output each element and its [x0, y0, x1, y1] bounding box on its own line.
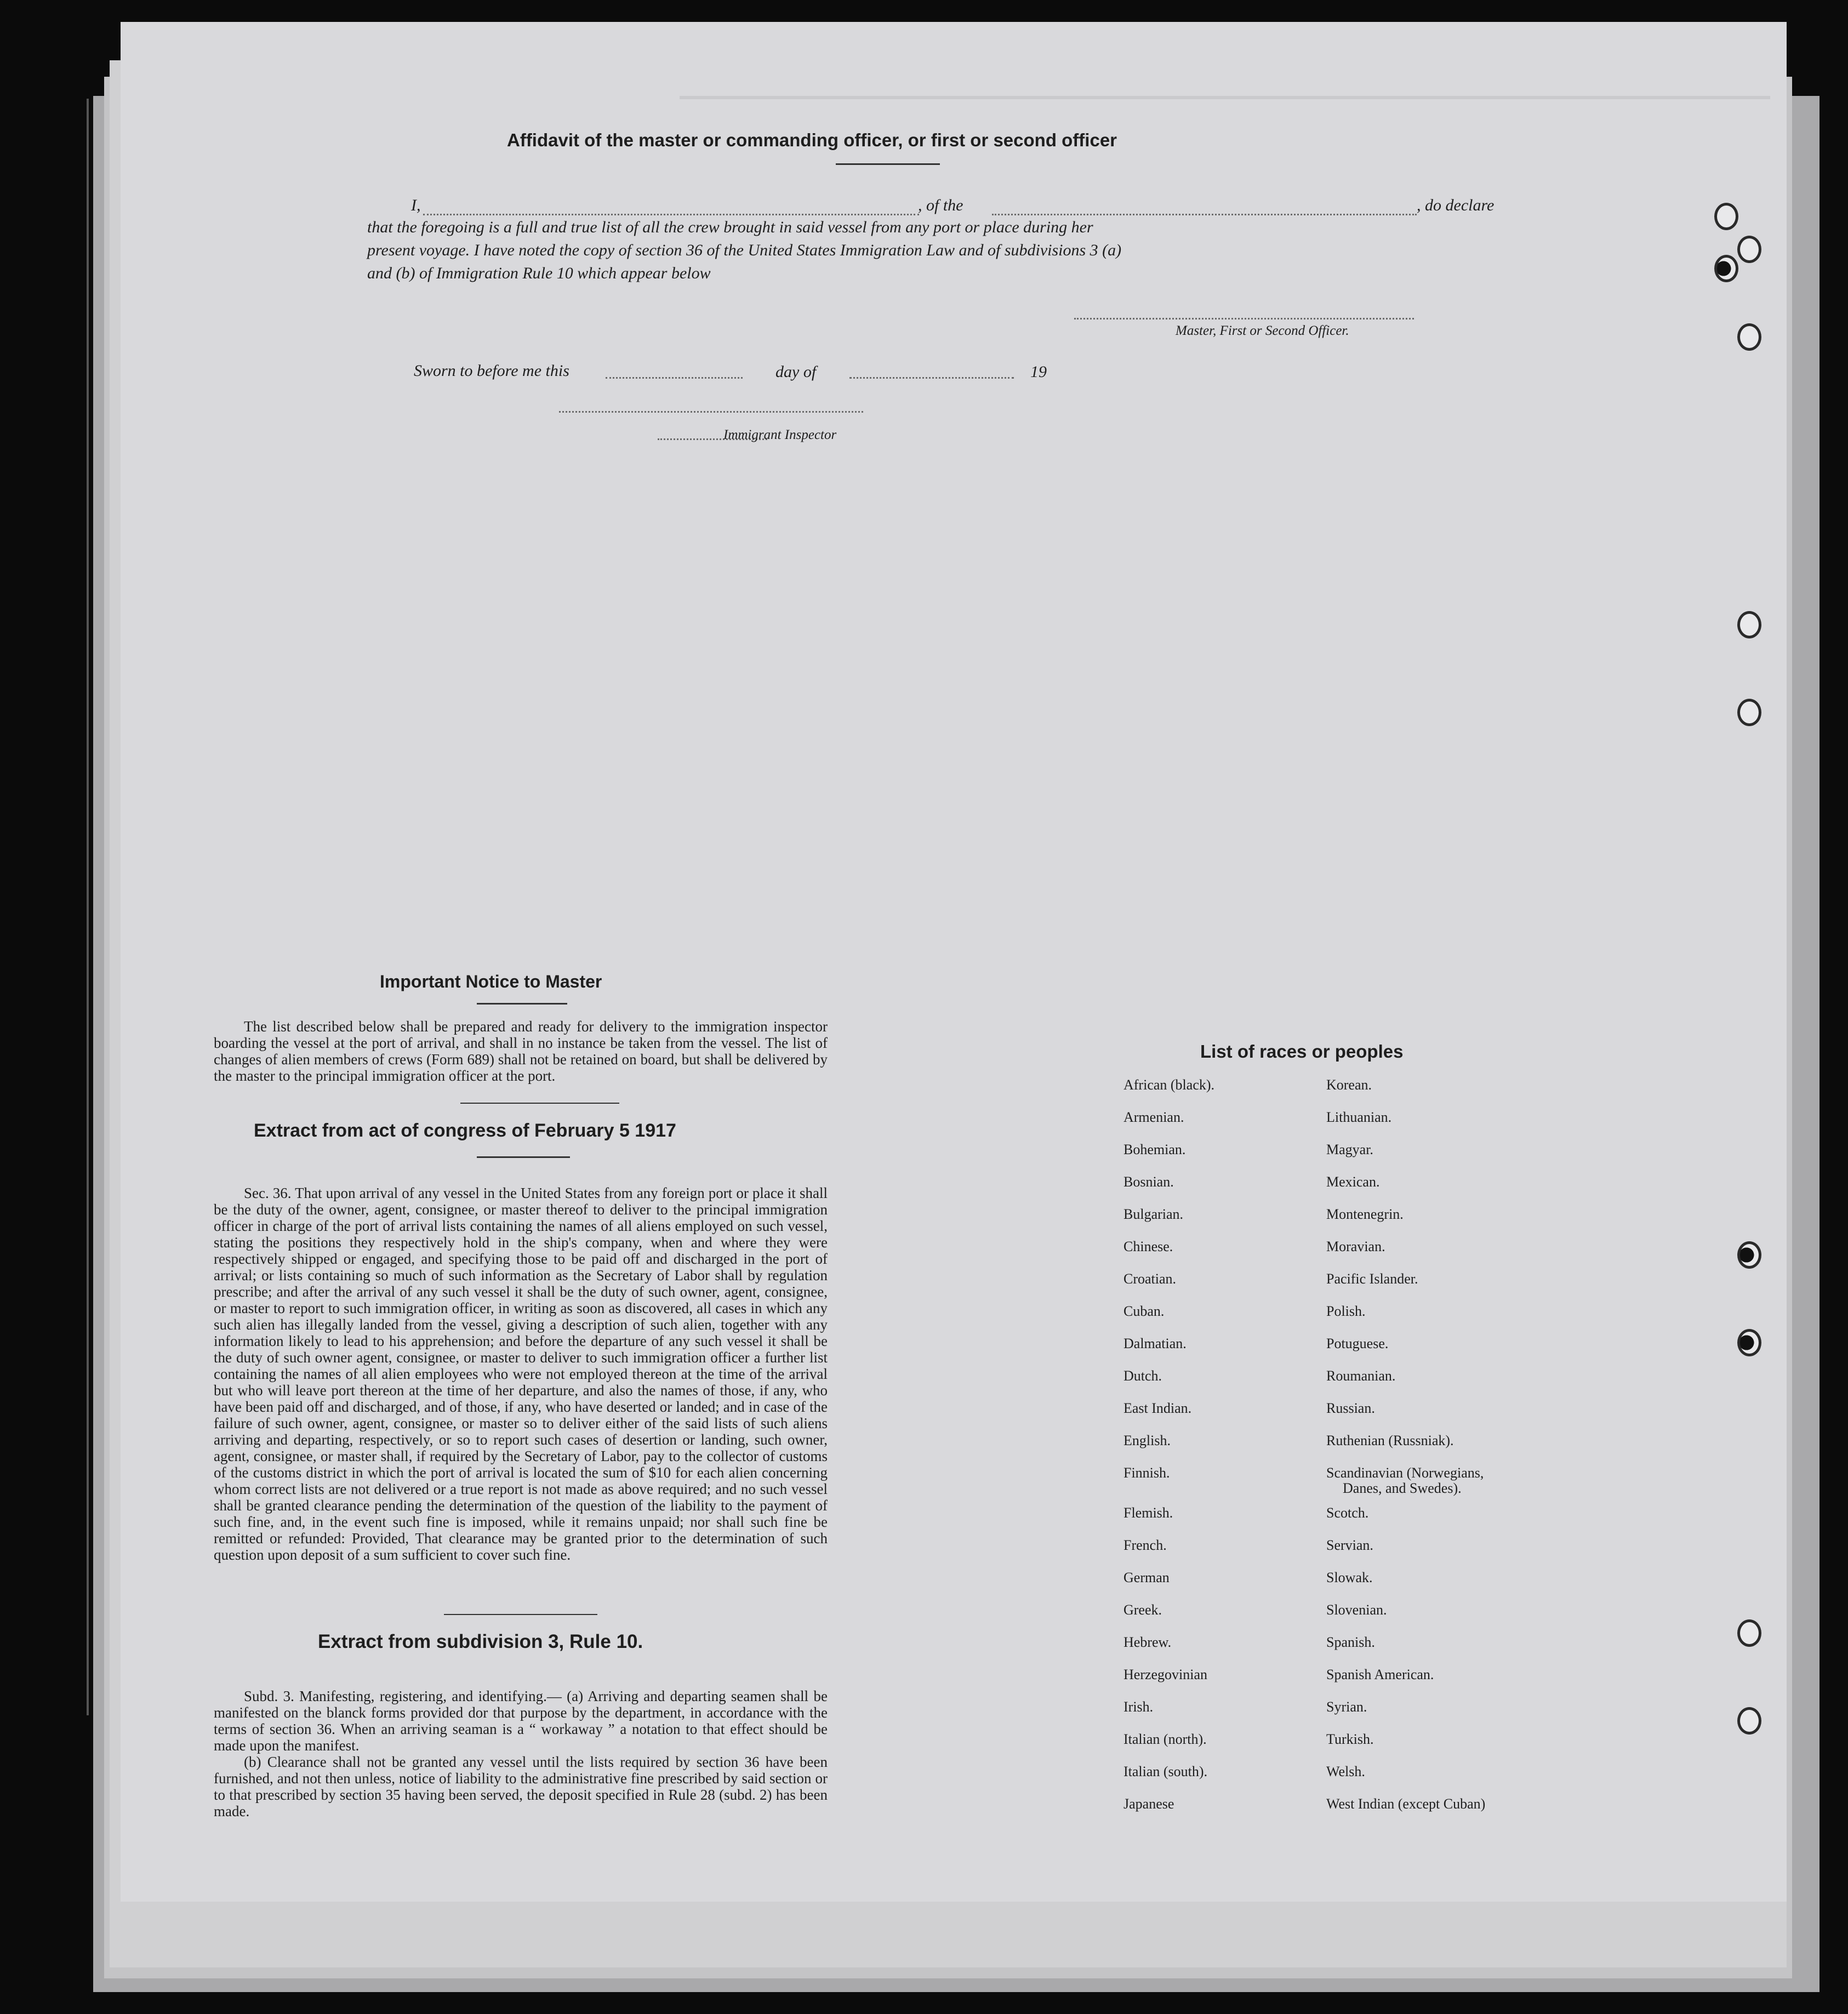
binder-hole: [1714, 255, 1738, 282]
binder-hole: [1737, 1329, 1761, 1356]
race-right-item: Russian.: [1326, 1400, 1375, 1416]
master-signature-caption: Master, First or Second Officer.: [1176, 323, 1349, 338]
race-left-item: Flemish.: [1123, 1505, 1173, 1521]
act-text: [214, 1185, 828, 1563]
act-title: Extract from act of congress of February 5 1917: [254, 1120, 676, 1141]
race-left-item: Dutch.: [1123, 1368, 1162, 1384]
race-left-item: Italian (north).: [1123, 1731, 1207, 1747]
rule-paragraph-b: (b) Clearance shall not be granted any vessel until the lists required by section 36 have been furnished, and not then unless, notice of liability to the administrative fine prescribed by said section or to that prescribed by section 35 having been served, the deposit specified in Rule 28 (subd. 2) has been made.: [214, 1754, 828, 1819]
race-right-item: Spanish American.: [1326, 1667, 1434, 1682]
race-left-item: Bohemian.: [1123, 1142, 1186, 1157]
race-left-item: French.: [1123, 1537, 1167, 1553]
notice-text: [214, 1018, 828, 1084]
race-left-item: Japanese: [1123, 1796, 1174, 1812]
act-paragraph: Sec. 36. That upon arrival of any vessel in the United States from any foreign port or place it shall be the duty of the owner, agent, consignee, or master thereof to deliver to the principal immigration officer in charge of the port of arrival lists containing the names of all aliens employed on such vessel, stating the positions they respectively hold in the ship's company, when and where they were respectively shipped or engaged, and specifying those to be paid off and discharged in the port of arrival; or lists containing so much of such information as the Secretary of Labor shall by regulation prescribe; and after the arrival of any such vessel it shall be the duty of such owner, agent, consignee, or master to report to such immigration officer, in writing as soon as discovered, all cases in which any such alien has illegally landed from the vessel, giving a description of such alien, together with any information likely to lead to his apprehension; and before the departure of any such vessel it shall be the duty of such owner agent, consignee, or master to deliver to such immigration officer a further list containing the names of all alien employees who were not employed thereon at the time of the arrival but who will leave port thereon at the time of her departure, and also the names of those, if any, who have been paid off and discharged, and of those, if any, who have deserted or landed; and in case of the failure of such owner, agent, consignee, or master so to deliver either of the said lists of such aliens arriving and departing, respectively, or so to report such cases of desertion or landing, such owner, agent, consignee, or master shall, if required by the Secretary of Labor, pay to the collector of customs of the customs district in which the port of arrival is located the sum of $10 for each alien concerning whom correct lists are not delivered or a true report is not made as above required; and no such vessel shall be granted clearance pending the determination of the question of the liability to the payment of such fine, and, in the event such fine is imposed, while it remains unpaid; nor shall such fine be remitted or refunded: Provided, That clearance may be granted prior to the determination of such question upon deposit of a sum sufficient to cover such fine.: [214, 1185, 828, 1563]
race-right-item: Slowak.: [1326, 1570, 1373, 1585]
master-signature-line: [1074, 318, 1414, 319]
race-right-item: Pacific Islander.: [1326, 1271, 1418, 1287]
race-left-item: Croatian.: [1123, 1271, 1177, 1287]
affidavit-line-4: and (b) of Immigration Rule 10 which appear below: [367, 264, 711, 282]
race-left-item: Armenian.: [1123, 1109, 1184, 1125]
binder-hole: [1737, 323, 1761, 351]
binder-hole: [1737, 1707, 1761, 1735]
binder-hole: [1737, 236, 1761, 263]
sworn-label: Sworn to before me this: [414, 362, 569, 380]
race-right-item: Mexican.: [1326, 1174, 1380, 1190]
day-of-label: day of: [775, 363, 817, 381]
race-left-item: Cuban.: [1123, 1303, 1165, 1319]
name-line: [423, 214, 919, 215]
races-title: List of races or peoples: [1200, 1041, 1404, 1062]
vessel-line: [992, 214, 1417, 215]
race-right-item: Moravian.: [1326, 1239, 1385, 1254]
affidavit-title: Affidavit of the master or commanding officer, or first or second officer: [507, 130, 1117, 150]
race-right-item: Turkish.: [1326, 1731, 1374, 1747]
affidavit-line-3: present voyage. I have noted the copy of section 36 of the United States Immigration Law and of subdivisions 3 (a): [367, 241, 1122, 259]
race-left-item: Hebrew.: [1123, 1634, 1172, 1650]
race-right-item: Potuguese.: [1326, 1336, 1389, 1351]
race-right-item: Montenegrin.: [1326, 1206, 1404, 1222]
rule-paragraph-a: Subd. 3. Manifesting, registering, and identifying.— (a) Arriving and departing seamen shall be manifested on the blanck forms provided dor that purpose by the department, in accordance with the terms of section 36. When an arriving seaman is a “ workaway ” a notation to that effect should be made upon the manifest.: [214, 1688, 828, 1754]
race-right-item: Polish.: [1326, 1303, 1366, 1319]
race-right-item: Scotch.: [1326, 1505, 1369, 1521]
sworn-day-line: [606, 377, 743, 379]
race-left-item: Greek.: [1123, 1602, 1162, 1618]
race-right-item: Welsh.: [1326, 1764, 1365, 1779]
race-right-item: Ruthenian (Russniak).: [1326, 1433, 1454, 1448]
year-label: 19: [1030, 363, 1047, 381]
race-right-item: Scandinavian (Norwegians,: [1326, 1465, 1484, 1481]
race-right-item: West Indian (except Cuban): [1326, 1796, 1486, 1812]
race-left-item: Chinese.: [1123, 1239, 1173, 1254]
race-left-item: Bosnian.: [1123, 1174, 1174, 1190]
affidavit-of-the: , of the: [918, 196, 963, 214]
bleed-through-header: [680, 96, 1770, 116]
race-right-item: Lithuanian.: [1326, 1109, 1392, 1125]
race-left-item: Finnish.: [1123, 1465, 1170, 1481]
race-left-item: German: [1123, 1570, 1170, 1585]
race-right-item: Korean.: [1326, 1077, 1372, 1093]
affidavit-declare: , do declare: [1417, 196, 1495, 214]
rule-title: Extract from subdivision 3, Rule 10.: [318, 1631, 643, 1652]
race-right-item: Slovenian.: [1326, 1602, 1387, 1618]
inspector-caption: Immigrant Inspector: [723, 427, 837, 442]
sworn-month-line: [849, 377, 1014, 379]
race-right-item-continued: Danes, and Swedes).: [1343, 1480, 1462, 1496]
race-left-item: East Indian.: [1123, 1400, 1192, 1416]
notice-paragraph: The list described below shall be prepared and ready for delivery to the immigration inspector boarding the vessel at the port of arrival, and shall in no instance be taken from the vessel. The list of changes of alien members of crews (Form 689) shall not be retained on board, but shall be delivered by the master to the principal immigration officer at the port.: [214, 1018, 828, 1084]
race-left-item: Bulgarian.: [1123, 1206, 1184, 1222]
race-left-item: English.: [1123, 1433, 1171, 1448]
race-right-item: Magyar.: [1326, 1142, 1373, 1157]
binder-hole: [1737, 1241, 1761, 1269]
act-rule: [477, 1156, 570, 1158]
form-page: [121, 22, 1787, 1902]
notice-rule: [477, 1003, 567, 1005]
race-right-item: Servian.: [1326, 1537, 1373, 1553]
binder-hole: [1737, 611, 1761, 638]
page-edge-shadow: [87, 99, 89, 1715]
race-left-item: Italian (south).: [1123, 1764, 1208, 1779]
race-left-item: Irish.: [1123, 1699, 1154, 1715]
binder-hole: [1737, 699, 1761, 726]
binder-hole: [1714, 203, 1738, 230]
race-right-item: Syrian.: [1326, 1699, 1367, 1715]
notice-title: Important Notice to Master: [380, 972, 602, 991]
race-right-item: Spanish.: [1326, 1634, 1375, 1650]
rule-text: [214, 1688, 828, 1819]
binder-hole: [1737, 1619, 1761, 1647]
title-rule: [836, 163, 940, 165]
race-left-item: Dalmatian.: [1123, 1336, 1187, 1351]
race-left-item: African (black).: [1123, 1077, 1215, 1093]
race-left-item: Herzegovinian: [1123, 1667, 1208, 1682]
race-right-item: Roumanian.: [1326, 1368, 1396, 1384]
act-separator: [444, 1614, 597, 1615]
affidavit-line-2: that the foregoing is a full and true list of all the crew brought in said vessel from any port or place during her: [367, 218, 1093, 236]
notice-separator: [460, 1103, 619, 1104]
affidavit-i: I,: [411, 196, 421, 214]
inspector-signature-line: [559, 411, 863, 413]
